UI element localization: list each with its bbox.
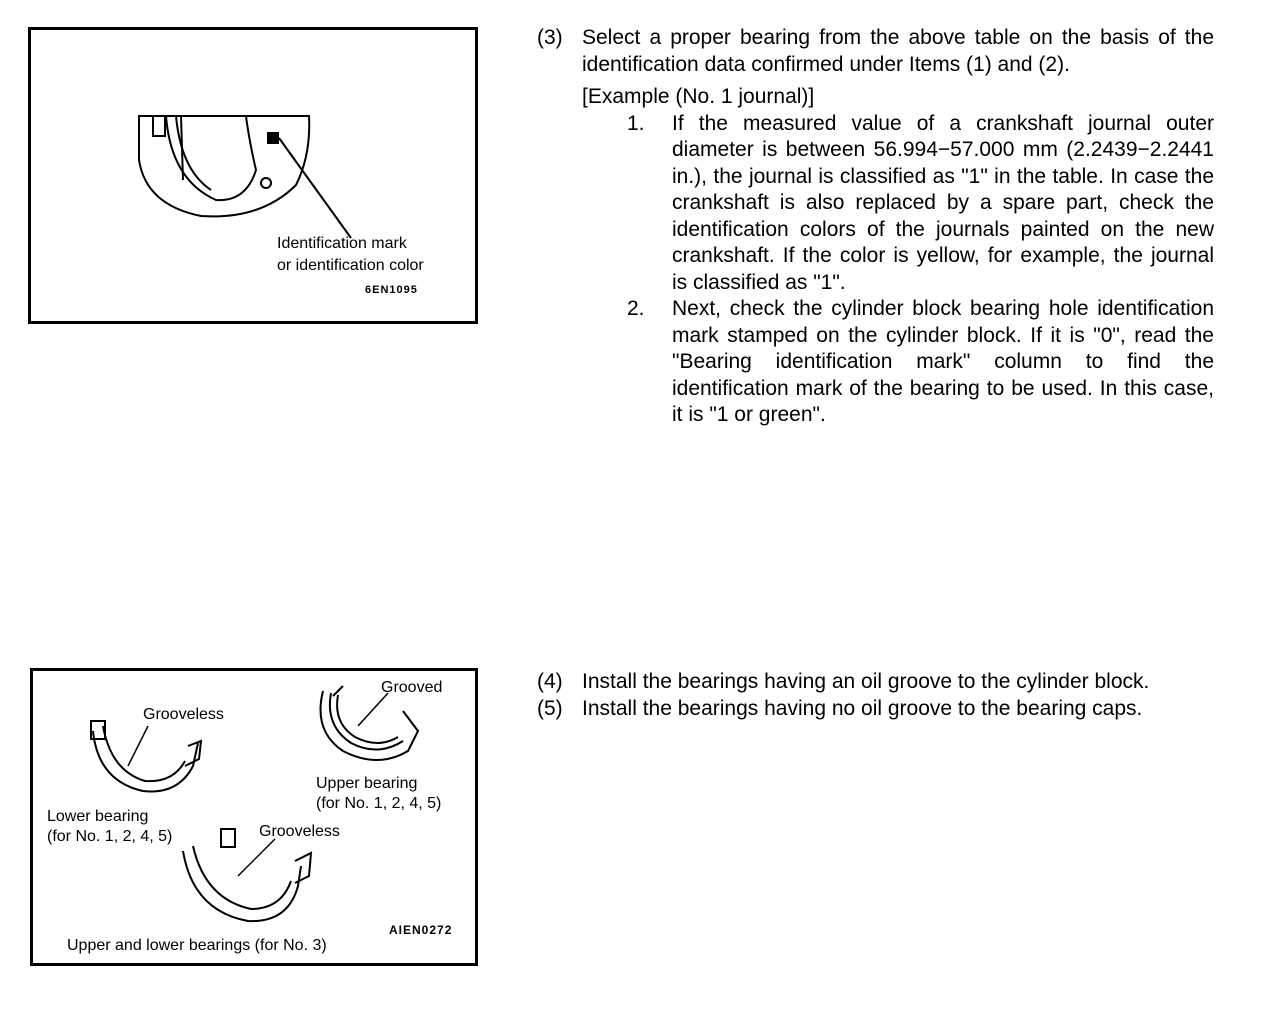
figure-identification-mark [28,27,478,324]
example-title: [Example (No. 1 journal)] [582,85,815,108]
step-number: (5) [537,696,563,720]
lower-bearing-label: Lower bearing [47,808,149,825]
steps-4-5-block [537,669,1216,722]
figure-bearing-grooves [30,668,478,966]
bearing-illustration [31,30,475,321]
step-text: Select a proper bearing from the above table on the basis of the identification data confirmed under Items (1) and (2). [582,26,1214,76]
example-item-2 [537,296,1214,429]
identification-mark-label: Identification mark [277,235,407,252]
step-text: Install the bearings having no oil groove to the bearing caps. [582,696,1143,720]
upper-bearing-label: Upper bearing [316,775,418,792]
upper-bearing-note: (for No. 1, 2, 4, 5) [316,795,442,812]
lower-bearing-note: (for No. 1, 2, 4, 5) [47,828,173,845]
item-number: 2. [627,297,645,320]
identification-color-label: or identification color [277,257,424,274]
step-number: (3) [537,26,563,49]
grooved-label: Grooved [381,679,443,696]
step-3-block [537,25,1214,429]
step-4 [537,669,1216,696]
figure-code: 6EN1095 [365,284,418,296]
item-number: 1. [627,111,645,135]
figure-code: AIEN0272 [389,923,453,937]
item-text: If the measured value of a crankshaft journal outer diameter is between 56.994−57.000 mm (2.2439−2.2441 in.), the journal is classified as "1" in the table. In case the crankshaft is also replaced by a spare part, check the identification colors of the journals painted on the new crankshaft. If the color is yellow, for example, the journal is classified as "1". [672,111,1214,294]
example-item-1 [537,111,1214,297]
grooveless-bottom-label: Grooveless [259,823,340,840]
step-3 [537,25,1214,78]
item-text: Next, check the cylinder block bearing hole identification mark stamped on the cylinder block. If it is "0", read the "Bearing identification mark" column to find the identification mark of the bearing to be used. In this case, it is "1 or green". [672,297,1214,426]
step-text: Install the bearings having an oil groove to the cylinder block. [582,670,1150,693]
figure-caption: Upper and lower bearings (for No. 3) [67,937,327,954]
step-5 [537,696,1216,723]
grooveless-top-label: Grooveless [143,706,224,723]
step-number: (4) [537,670,563,693]
